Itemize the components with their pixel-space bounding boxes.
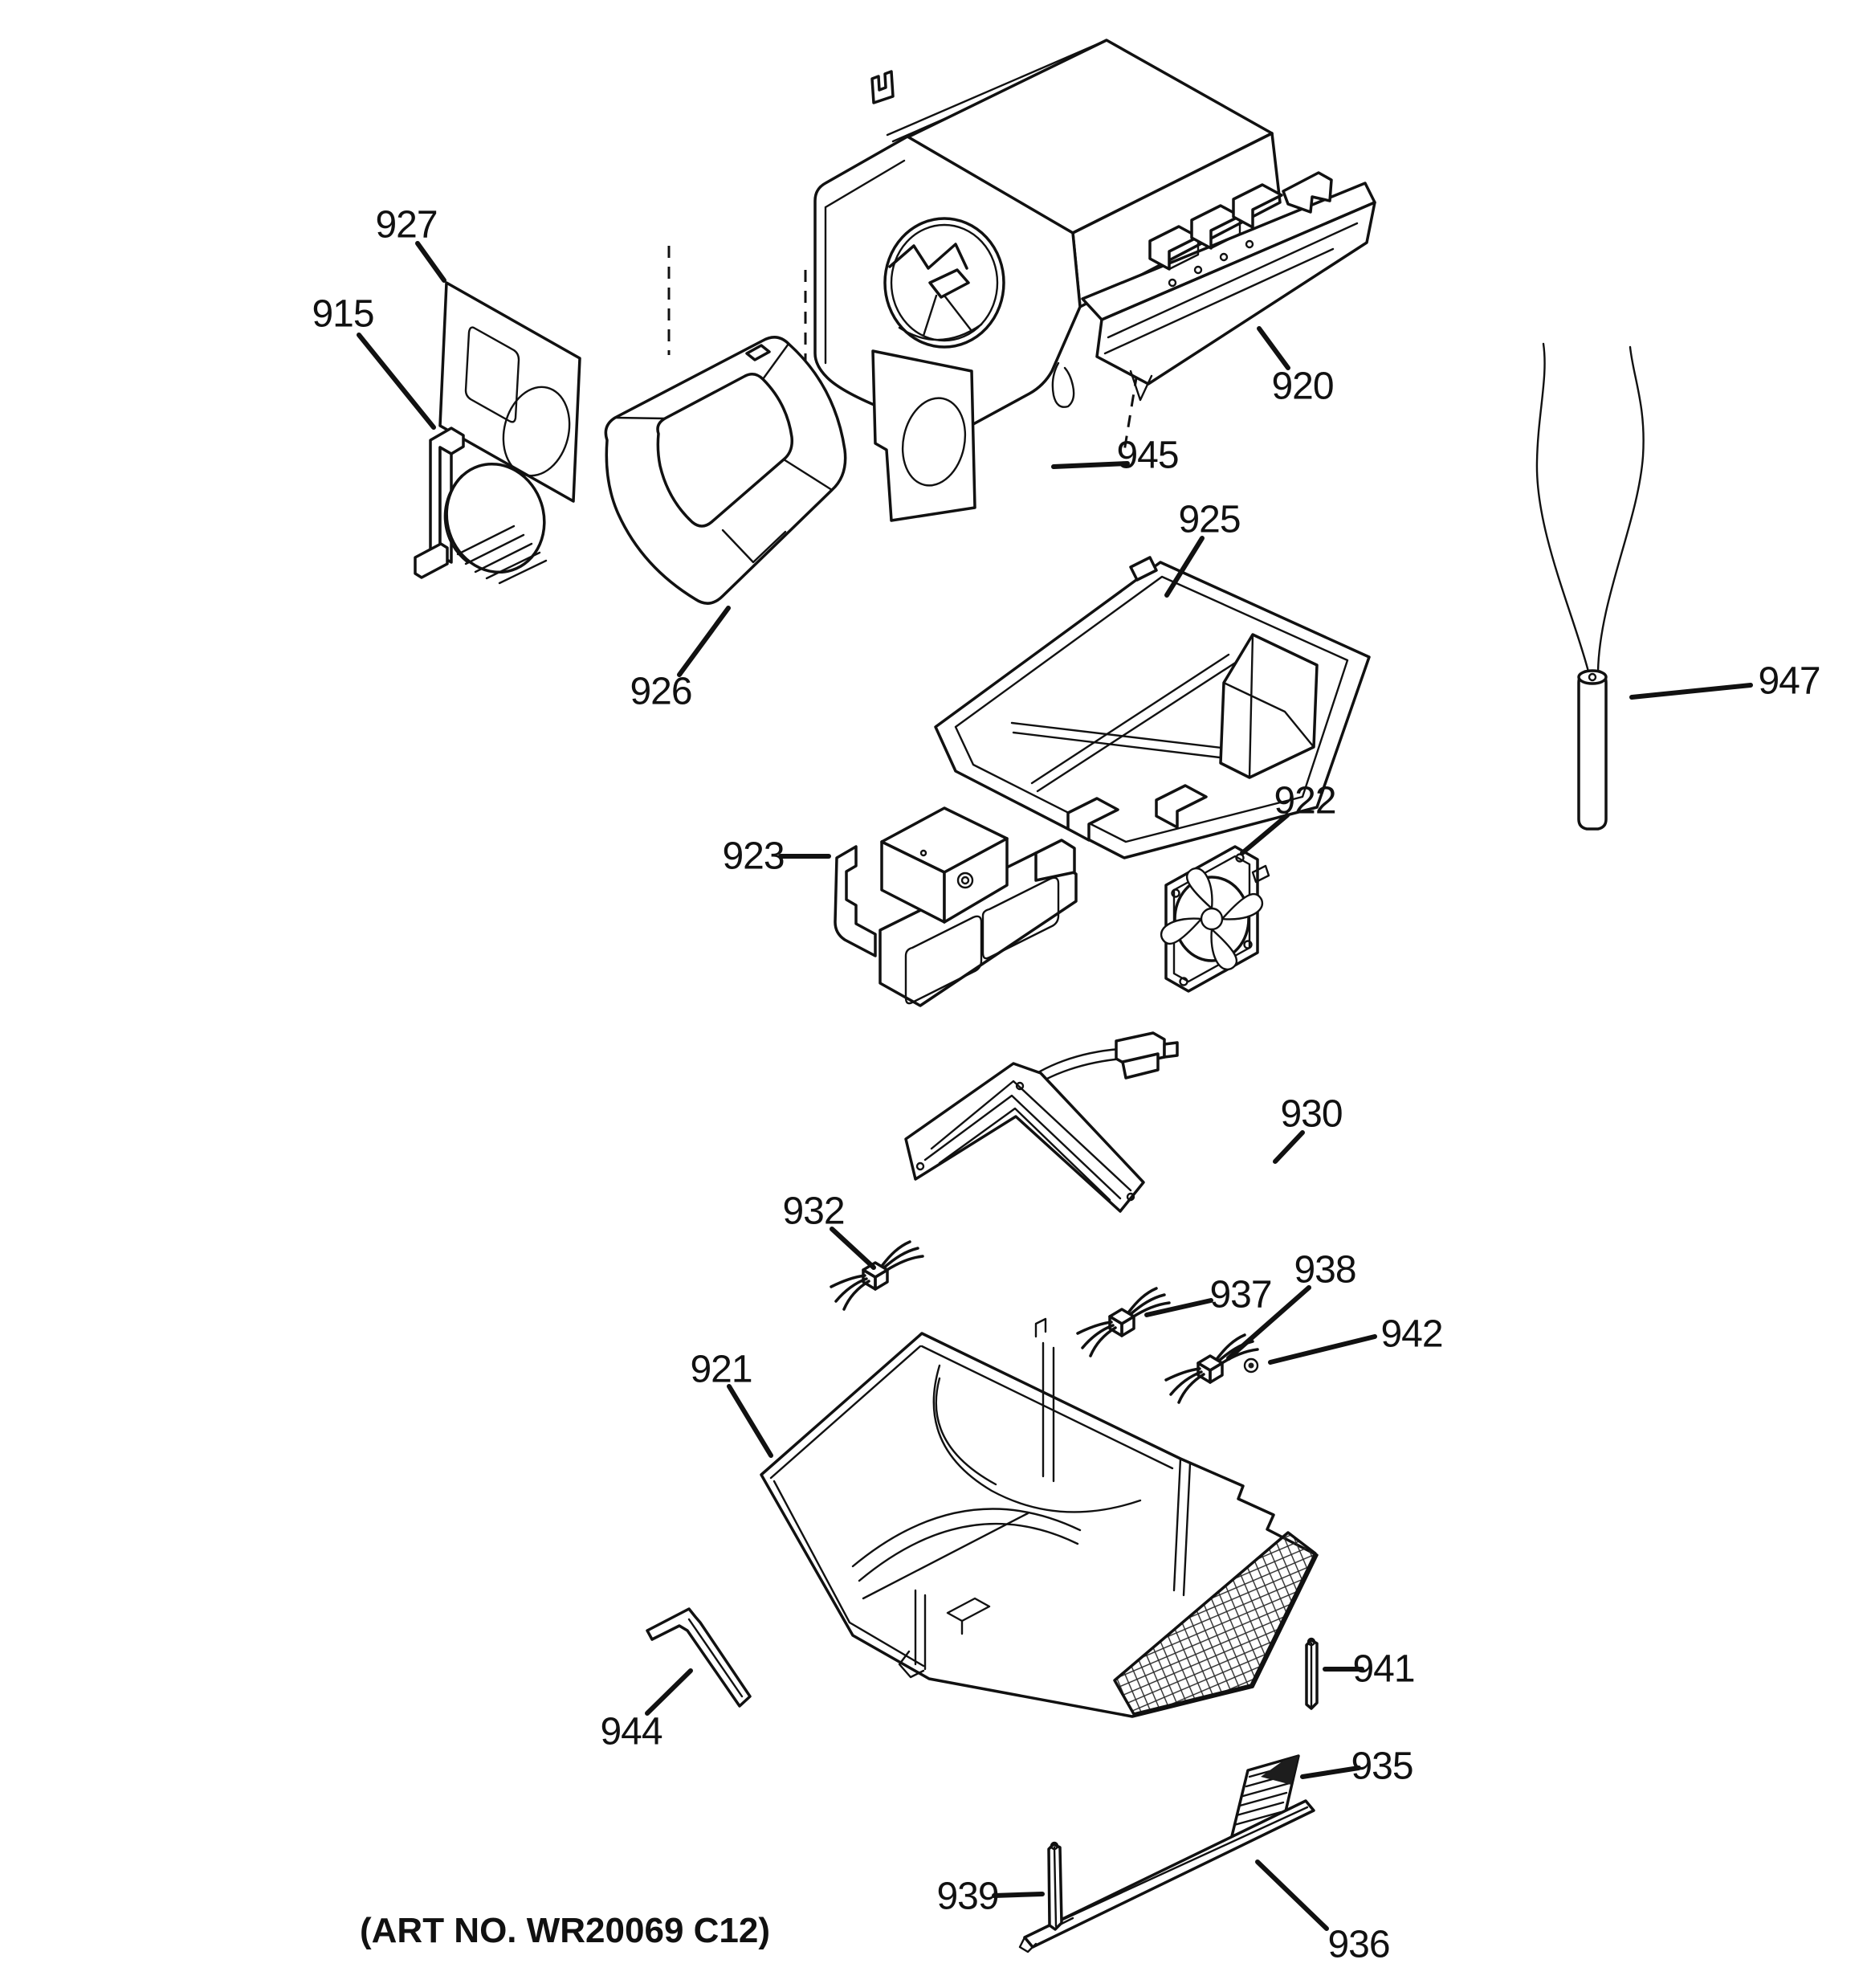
callout-942	[1270, 1313, 1443, 1363]
callout-leader-line	[1259, 329, 1288, 368]
art-number-note: (ART NO. WR20069 C12)	[360, 1911, 771, 1950]
part-921-ice-bin	[761, 1319, 1317, 1717]
callout-leader-line	[1275, 1133, 1302, 1161]
callout-leader-line	[647, 1671, 691, 1713]
callout-944	[600, 1671, 691, 1753]
part-number-label: 930	[1280, 1092, 1343, 1136]
part-number-label: 947	[1758, 659, 1820, 703]
part-number-label: 915	[312, 292, 374, 336]
part-947-thermistor	[1537, 344, 1644, 829]
part-number-label: 942	[1380, 1312, 1443, 1356]
callout-leader-line	[679, 608, 728, 675]
callout-930	[1275, 1093, 1343, 1162]
callout-947	[1632, 660, 1820, 703]
callout-leader-line	[1270, 1337, 1375, 1362]
callout-926	[630, 608, 728, 713]
part-922-fan	[1161, 847, 1269, 991]
part-number-label: 935	[1351, 1745, 1413, 1788]
part-number-label: 920	[1271, 365, 1334, 408]
callout-936	[1258, 1862, 1390, 1966]
part-number-label: 939	[936, 1875, 999, 1918]
part-number-label: 923	[722, 835, 785, 878]
callout-921	[690, 1349, 771, 1456]
part-number-label: 921	[690, 1348, 752, 1391]
part-number-label: 945	[1116, 434, 1179, 477]
part-number-label: 927	[375, 203, 438, 247]
callout-923	[722, 835, 829, 878]
callout-leader-line	[832, 1229, 874, 1268]
callout-935	[1302, 1745, 1413, 1788]
part-number-label: 926	[630, 670, 692, 713]
part-number-label: 922	[1274, 779, 1336, 823]
callout-945	[1054, 435, 1179, 477]
callout-leader-line	[729, 1386, 771, 1455]
part-932-wire-connector	[831, 1242, 923, 1309]
part-945-plate	[873, 351, 975, 520]
part-930-heater	[906, 1033, 1177, 1211]
part-number-label: 938	[1294, 1248, 1356, 1292]
part-number-label: 925	[1178, 498, 1241, 541]
part-number-label: 941	[1352, 1647, 1415, 1691]
callout-932	[782, 1190, 874, 1268]
callout-leader-line	[994, 1894, 1042, 1896]
part-942-grommet	[1245, 1359, 1258, 1372]
part-944-trim-strip	[647, 1609, 750, 1706]
callout-915	[312, 293, 434, 428]
part-number-label: 937	[1209, 1273, 1272, 1316]
callout-941	[1325, 1648, 1415, 1691]
part-number-label: 936	[1327, 1923, 1390, 1966]
part-939-rod	[1049, 1843, 1062, 1929]
callout-leader-line	[418, 243, 444, 280]
callout-leader-line	[1258, 1862, 1327, 1929]
part-923-control-module	[835, 808, 1076, 1006]
callout-920	[1259, 329, 1334, 408]
part-937-wire-connector	[1078, 1288, 1169, 1356]
part-926-air-duct	[605, 337, 845, 603]
part-number-label: 932	[782, 1190, 845, 1233]
callout-leader-line	[1147, 1300, 1211, 1315]
callout-leader-line	[1632, 685, 1751, 697]
callout-927	[375, 204, 444, 281]
callout-leader-line	[359, 335, 434, 427]
part-941-strip	[1307, 1639, 1317, 1708]
part-number-label: 944	[600, 1710, 662, 1753]
callout-939	[936, 1876, 1042, 1918]
